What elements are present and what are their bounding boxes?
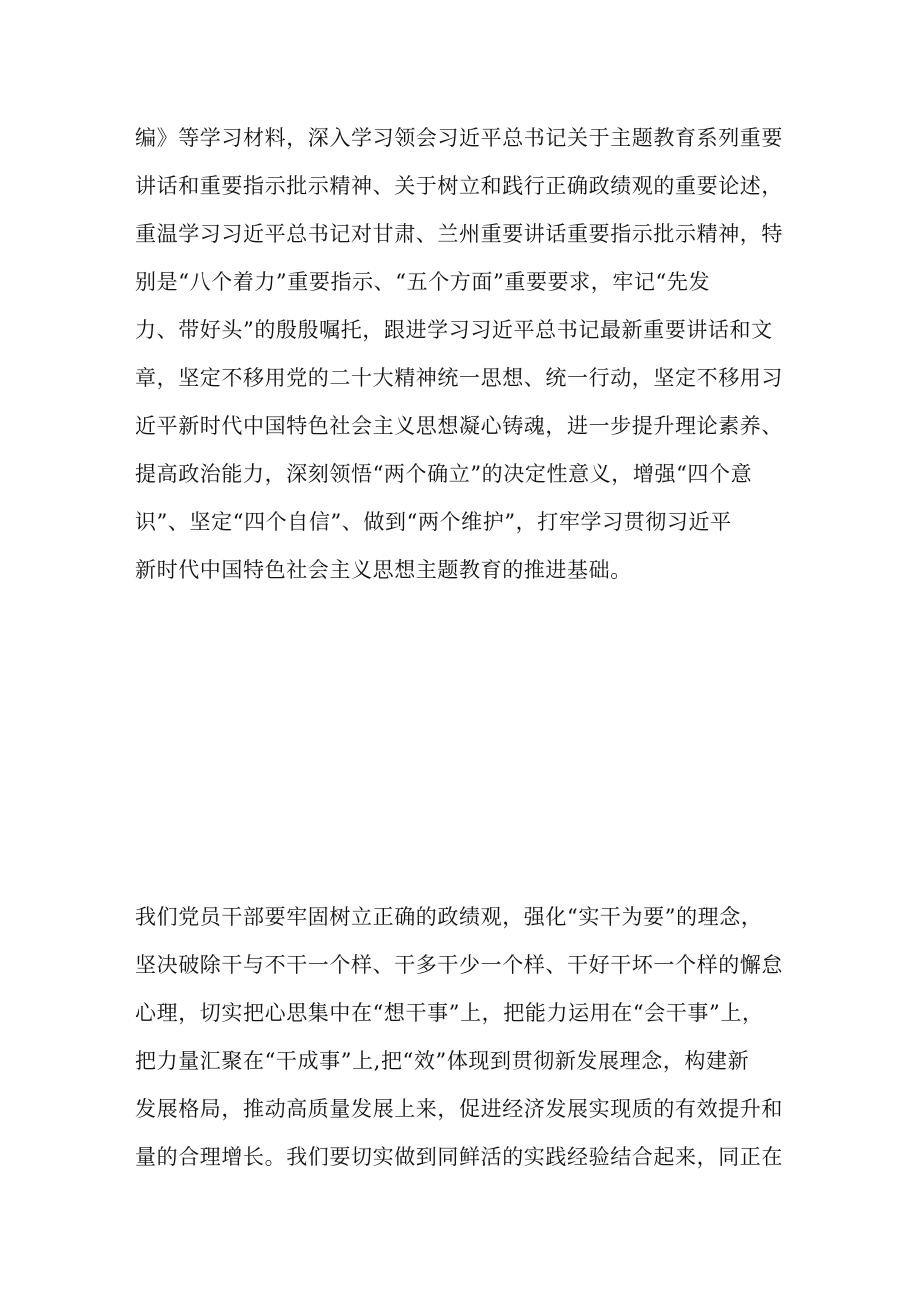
paragraph-2 (135, 897, 815, 1185)
text-line: 量的合理增长。我们要切实做到同鲜活的实践经验结合起来，同正在 (135, 1145, 783, 1169)
text-line: 发展格局，推动高质量发展上来，促进经济发展实现质的有效提升和 (135, 1097, 783, 1121)
text-line: 我们党员干部要牢固树立正确的政绩观，强化“实干为要”的理念， (135, 905, 763, 929)
paragraph-1 (135, 118, 815, 598)
text-line: 新时代中国特色社会主义思想主题教育的推进基础。 (135, 558, 632, 582)
text-line: 心理，切实把心思集中在“想干事”上，把能力运用在“会干事”上， (135, 1001, 764, 1025)
text-line: 把力量汇聚在“干成事”上,把“效”体现到贯彻新发展理念，构建新 (135, 1049, 750, 1073)
text-line: 力、带好头”的殷殷嘱托，跟进学习习近平总书记最新重要讲话和文 (135, 318, 773, 342)
text-line: 讲话和重要指示批示精神、关于树立和践行正确政绩观的重要论述， (135, 174, 783, 198)
text-line: 重温学习习近平总书记对甘肃、兰州重要讲话重要指示批示精神，特 (135, 222, 783, 246)
text-line: 提高政治能力，深刻领悟“两个确立”的决定性意义，增强“四个意 (135, 462, 753, 486)
text-line: 别是“八个着力”重要指示、“五个方面”重要要求，牢记“先发 (135, 270, 711, 294)
text-line: 编》等学习材料，深入学习领会习近平总书记关于主题教育系列重要 (135, 126, 783, 150)
text-line: 识”、坚定“四个自信”、做到“两个维护”，打牢学习贯彻习近平 (135, 510, 732, 534)
text-line: 坚决破除干与不干一个样、干多干少一个样、干好干坏一个样的懈怠 (135, 953, 783, 977)
text-line: 近平新时代中国特色社会主义思想凝心铸魂，进一步提升理论素养、 (135, 414, 783, 438)
text-line: 章，坚定不移用党的二十大精神统一思想、统一行动，坚定不移用习 (135, 366, 783, 390)
